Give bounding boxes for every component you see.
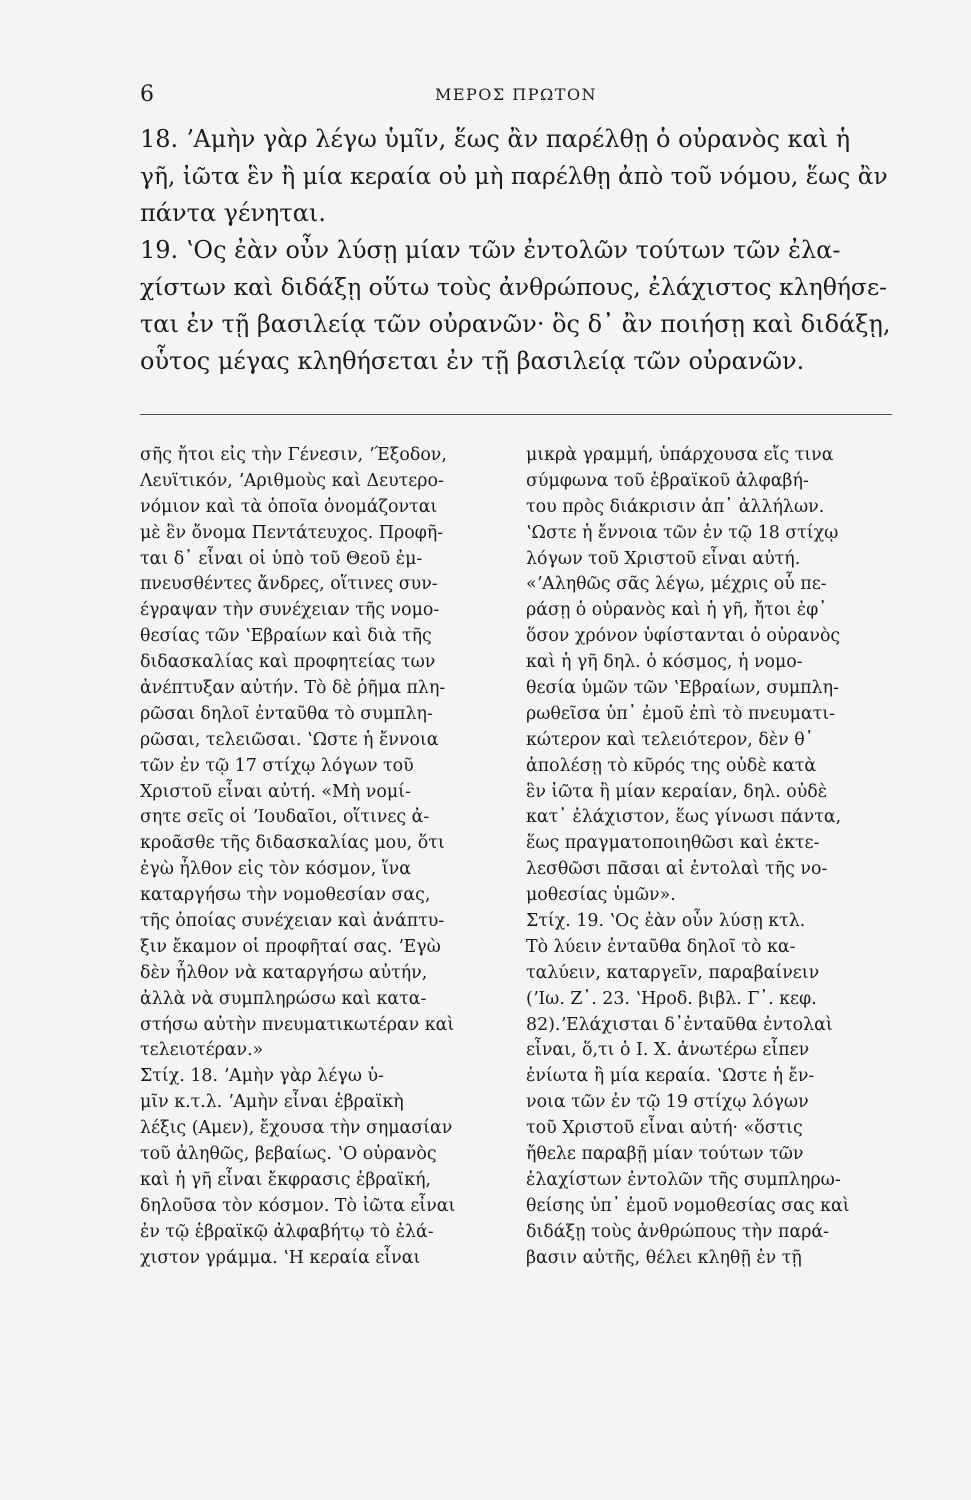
note-line: ἐνίωτα ἢ μία κεραία. ʽΩστε ἡ ἔν-: [526, 1066, 815, 1087]
note-line: εἶναι, ὅ,τι ὁ Ι. Χ. ἀνωτέρω εἶπεν: [526, 1040, 810, 1061]
note-line: λεσθῶσι πᾶσαι αἱ ἐντολαὶ τῆς νο-: [526, 859, 828, 880]
note-line: τῶν ἐν τῷ 17 στίχῳ λόγων τοῦ: [140, 755, 414, 776]
note-line: σῆς ἤτοι εἰς τὴν Γένεσιν, ʼΈξοδον,: [140, 445, 447, 465]
running-title: ΜΕΡΟΣ ΠΡΩΤΟΝ: [434, 85, 598, 104]
note-line: ράσῃ ὁ οὐρανὸς καὶ ἡ γῆ, ἤτοι ἐφ᾽: [526, 600, 827, 621]
note-line: νοια τῶν ἐν τῷ 19 στίχῳ λόγων: [526, 1092, 809, 1113]
note-line: ἀλλὰ νὰ συμπληρώσω καὶ κατα-: [140, 988, 427, 1009]
note-line: θεσίας τῶν ʽΕβραίων καὶ διὰ τῆς: [140, 626, 432, 647]
verse-line: γῆ, ἰῶτα ἓν ἢ μία κεραία οὐ μὴ παρέλθῃ ἀπὸ τοῦ νόμου, ἕως ἂν: [140, 162, 888, 190]
note-line: ταλύειν, καταργεῖν, παραβαίνειν: [526, 962, 820, 983]
verse-line: 18. ʼΑμὴν γὰρ λέγω ὑμῖν, ἕως ἂν παρέλθῃ ὁ οὐρανὸς καὶ ἡ: [140, 125, 851, 153]
note-line: στήσω αὐτὴν πνευματικωτέραν καὶ: [140, 1014, 455, 1035]
note-line: τοῦ Χριστοῦ εἶναι αὐτή· «ὅστις: [526, 1118, 803, 1139]
note-line: ἀνέπτυξαν αὐτήν. Τὸ δὲ ῥῆμα πλη-: [140, 678, 446, 699]
note-line: ξιν ἔκαμον οἱ προφῆταί σας. ʼΕγὼ: [140, 936, 441, 957]
note-line: σητε σεῖς οἱ ʼΙουδαῖοι, οἵτινες ἀ-: [140, 807, 430, 828]
note-line: ρωθεῖσα ὑπ᾽ ἐμοῦ ἐπὶ τὸ πνευματι-: [526, 703, 835, 724]
note-line: έγραψαν τὴν συνέχειαν τῆς νομο-: [140, 600, 440, 621]
note-line: λέξις (Αμεν), ἔχουσα τὴν σημασίαν: [140, 1118, 453, 1139]
note-line: κροᾶσθε τῆς διδασκαλίας μου, ὅτι: [140, 833, 445, 854]
main-verse-text: [140, 121, 892, 380]
footnote-divider: [140, 414, 892, 415]
note-line: δηλοῦσα τὸν κόσμον. Τὸ ἰῶτα εἶναι: [140, 1195, 456, 1216]
note-line: τοῦ ἀληθῶς, βεβαίως. ʽΟ οὐρανὸς: [140, 1144, 437, 1165]
note-line: δὲν ἦλθον νὰ καταργήσω αὐτήν,: [140, 962, 428, 983]
note-line: ὅσον χρόνον ὑφίστανται ὁ οὐρανὸς: [526, 626, 841, 647]
note-line: μοθεσίας ὑμῶν».: [526, 885, 676, 906]
note-line: ἤθελε παραβῇ μίαν τούτων τῶν: [526, 1144, 804, 1165]
note-line: θεσία ὑμῶν τῶν ʽΕβραίων, συμπλη-: [526, 678, 839, 699]
verse-line: οὗτος μέγας κληθήσεται ἐν τῇ βασιλείᾳ τῶν οὐρανῶν.: [140, 347, 805, 375]
note-line: μῖν κ.τ.λ. ʼΑμὴν εἶναι ἑβραϊκὴ: [140, 1092, 404, 1113]
note-line: 82).ʼΕλάχισται δ᾽ἐνταῦθα ἐντολαὶ: [526, 1014, 833, 1035]
verse-line: πάντα γένηται.: [140, 199, 326, 227]
page-header: [140, 82, 892, 108]
note-line: μὲ ἓν ὄνομα Πεντάτευχος. Προφῆ-: [140, 522, 444, 543]
note-line: χιστον γράμμα. ʽΗ κεραία εἶναι: [140, 1247, 421, 1268]
note-line: ἀπολέσῃ τὸ κῦρός της οὐδὲ κατὰ: [526, 755, 817, 776]
note-line: νόμιον καὶ τὰ ὁποῖα ὀνομάζονται: [140, 496, 438, 517]
note-line: διδασκαλίας καὶ προφητείας των: [140, 652, 436, 673]
note-line: ʽΩστε ἡ ἔννοια τῶν ἐν τῷ 18 στίχῳ: [526, 522, 839, 543]
note-line: λόγων τοῦ Χριστοῦ εἶναι αὐτή.: [526, 548, 801, 569]
note-line: Τὸ λύειν ἐνταῦθα δηλοῖ τὸ κα-: [526, 936, 796, 957]
note-line: Στίχ. 18. ʼΑμὴν γὰρ λέγω ὑ-: [140, 1066, 384, 1087]
verse-line: ται ἐν τῇ βασιλείᾳ τῶν οὐρανῶν· ὃς δ᾽ ἂν ποιήσῃ καὶ διδάξῃ,: [140, 310, 891, 338]
note-line: Στίχ. 19. ʽΟς ἐὰν οὖν λύσῃ κτλ.: [526, 911, 806, 932]
notes-right-column: [526, 443, 892, 1272]
note-line: τελειοτέραν.»: [140, 1040, 264, 1061]
note-line: κατ᾽ ἐλάχιστον, ἕως γίνωσι πάντα,: [526, 807, 842, 828]
notes-left-column: [140, 443, 512, 1272]
note-line: κώτερον καὶ τελειότερον, δὲν θ᾽: [526, 729, 814, 750]
note-line: καὶ ἡ γῆ δηλ. ὁ κόσμος, ἡ νομο-: [526, 652, 803, 673]
note-line: τῆς ὁποίας συνέχειαν καὶ ἀνάπτυ-: [140, 911, 445, 932]
note-line: πνευσθέντες ἄνδρες, οἵτινες συν-: [140, 574, 438, 595]
note-line: ἐλαχίστων ἐντολῶν τῆς συμπληρω-: [526, 1169, 841, 1190]
note-line: θείσης ὑπ᾽ ἐμοῦ νομοθεσίας σας καὶ: [526, 1195, 850, 1216]
note-line: του πρὸς διάκρισιν ἀπ᾽ ἀλλήλων.: [526, 496, 825, 517]
note-line: «ʼΑληθῶς σᾶς λέγω, μέχρις οὗ πε-: [526, 574, 827, 595]
note-line: σύμφωνα τοῦ ἑβραϊκοῦ ἀλφαβή-: [526, 470, 809, 491]
note-line: ἓν ἰῶτα ἢ μίαν κεραίαν, δηλ. οὐδὲ: [526, 781, 828, 802]
note-line: βασιν αὐτῆς, θέλει κληθῇ ἐν τῇ: [526, 1247, 802, 1268]
note-line: καὶ ἡ γῆ εἶναι ἔκφρασις ἑβραϊκή,: [140, 1169, 432, 1190]
page-number: 6: [140, 82, 154, 107]
note-line: ρῶσαι δηλοῖ ἐνταῦθα τὸ συμπλη-: [140, 703, 433, 724]
note-line: ρῶσαι, τελειῶσαι. ʽΩστε ἡ ἔννοια: [140, 729, 439, 750]
note-line: διδάξῃ τοὺς ἀνθρώπους τὴν παρά-: [526, 1221, 830, 1242]
note-line: ἐγὼ ἦλθον εἰς τὸν κόσμον, ἵνα: [140, 859, 411, 880]
verse-line: 19. ʽΟς ἐὰν οὖν λύσῃ μίαν τῶν ἐντολῶν τούτων τῶν ἐλα-: [140, 236, 841, 264]
note-line: Λευϊτικόν, ʼΑριθμοὺς καὶ Δευτερο-: [140, 470, 444, 491]
note-line: καταργήσω τὴν νομοθεσίαν σας,: [140, 885, 431, 906]
note-line: Χριστοῦ εἶναι αὐτή. «Μὴ νομί-: [140, 781, 411, 802]
verse-line: χίστων καὶ διδάξῃ οὕτω τοὺς ἀνθρώπους, ἐλάχιστος κληθήσε-: [140, 273, 888, 301]
note-line: (ʼΙω. Ζ᾽. 23. ʽΗροδ. βιβλ. Γ᾽. κεφ.: [526, 988, 817, 1009]
note-line: ται δ᾽ εἶναι οἱ ὑπὸ τοῦ Θεοῦ ἐμ-: [140, 548, 423, 569]
note-line: ἕως πραγματοποιηθῶσι καὶ ἐκτε-: [526, 833, 820, 854]
note-line: μικρὰ γραμμή, ὑπάρχουσα εἴς τινα: [526, 445, 834, 465]
note-line: ἐν τῷ ἑβραϊκῷ ἀλφαβήτῳ τὸ ἐλά-: [140, 1221, 434, 1242]
